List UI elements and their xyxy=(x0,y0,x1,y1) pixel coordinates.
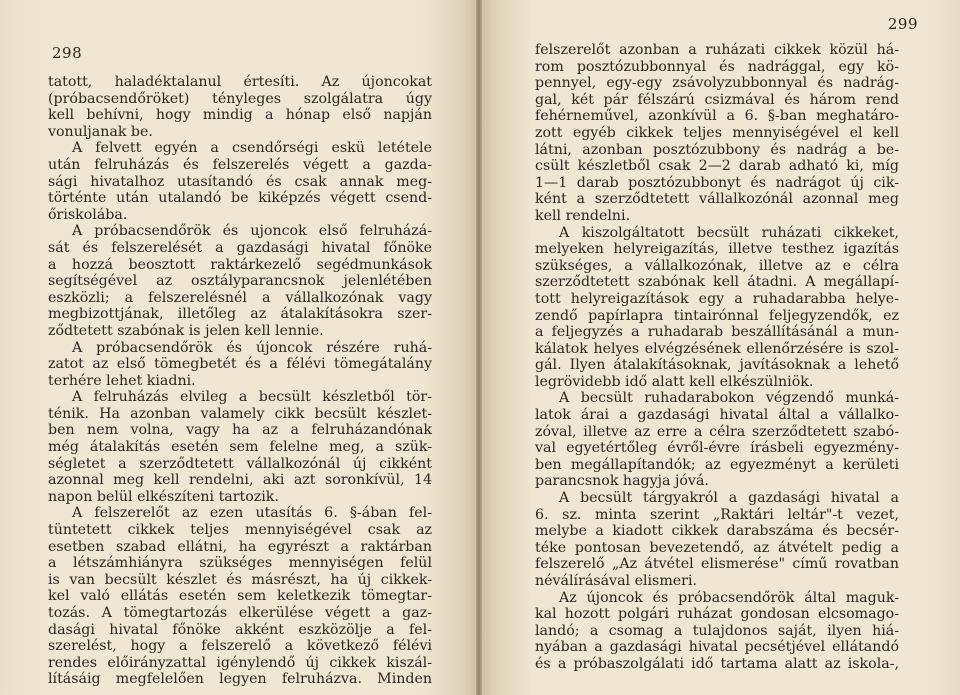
text-line: felszerelőt azonban a ruházati cikkek közül há- xyxy=(535,42,899,58)
text-line: csült készletből csak 2—2 darab adható ki, míg xyxy=(535,158,899,175)
text-line: melybe a kiadott cikkek darabszáma és becsér- xyxy=(535,523,899,540)
text-line: zóval, illetve az erre a célra szerződtetett szabó- xyxy=(535,423,899,440)
text-line: kell rendelni. xyxy=(535,207,631,224)
text-line: ben megállapítandók; az egyezményt a kerületi xyxy=(535,456,899,473)
text-line: szükséges, a vállalkozónak, illetve az e célra xyxy=(535,257,899,274)
text-line: A kiszolgáltatott becsült ruházati cikkeket, xyxy=(559,224,899,241)
text-line: latok árai a gazdasági hivatal által a vállalko- xyxy=(535,407,899,424)
text-line: tatott, haladéktalanul értesíti. Az újoncokat xyxy=(48,74,432,90)
text-line: után felruházás és felszerelés végett a gazda- xyxy=(48,156,432,173)
page-text xyxy=(535,42,899,673)
right-page xyxy=(479,0,960,695)
text-line: A felruházás elvileg a becsült készletből tör- xyxy=(72,389,432,406)
text-line: felszerelő „Az átvétel elismerése" című rovatban xyxy=(535,556,899,573)
page-number: 298 xyxy=(52,44,83,62)
text-line: A próbacsendőrök és ujoncok első felruházá- xyxy=(72,223,432,240)
text-line: ben nem volna, vagy ha az a felruházandónak xyxy=(48,422,432,439)
text-line: is van becsült készlet és másrészt, ha új cikkek- xyxy=(48,571,432,588)
text-line: szerződtetett szabónak kell átadni. A megállapí- xyxy=(535,274,899,291)
text-line: megbizottjának, illetőleg az átalakításokra szer- xyxy=(48,306,432,323)
text-line: esetben szabad ellátni, ha egyrészt a raktárban xyxy=(48,538,432,555)
text-line: gál. Ilyen átalakításoknak, javításoknak a lehető xyxy=(535,357,899,374)
text-line: ségletet a szerződtetett vállalkozónál új cikként xyxy=(48,455,432,472)
text-line: legrövidebb idő alatt kell elkészülniök. xyxy=(535,373,814,390)
text-line: tozás. A tömegtartozás elkerülése végett a gaz- xyxy=(48,605,432,621)
text-line: vonuljanak be. xyxy=(48,123,153,140)
text-line: nyában a gazdasági hivatal pecsétjével ellátandó xyxy=(535,639,899,656)
text-line: eszközli; a felszerelésnél a vállalkozónak vagy xyxy=(48,289,432,306)
text-line: tott helyreigazítások egy a ruhadarabba helye- xyxy=(535,290,899,307)
text-line: parancsnok hagyja jóvá. xyxy=(535,473,709,490)
text-line: ződtetett szabónak is jelen kell lennie. xyxy=(48,322,324,339)
text-line: sági hivatalhoz utasítandó és csak annak meg- xyxy=(48,173,432,190)
text-line: Az újoncok és próbacsendőrök által maguk- xyxy=(559,589,899,606)
text-line: segítségével az osztályparancsnok jelenlétében xyxy=(48,273,432,290)
page-number: 299 xyxy=(887,15,918,33)
text-line: napon belül elkészíteni tartozik. xyxy=(48,488,279,505)
book-gutter xyxy=(476,0,482,695)
text-line: kal hozott polgári ruházat gondosan elcsomago- xyxy=(535,606,899,623)
text-line: a feljegyzés a ruhadarab beszállításánál a mun- xyxy=(535,324,899,341)
text-line: A becsült ruhadarabokon végzendő munká- xyxy=(559,390,899,407)
text-line: téke pontosan bevezetendő, az átvételt pedig a xyxy=(535,539,899,556)
text-line: ténik. Ha azonban valamely cikk becsült készlet- xyxy=(48,405,432,422)
text-line: landó; a csomag a tulajdonos saját, ilyen hiá- xyxy=(535,622,899,639)
text-line: történte után utalandó be kiképzés végett csend- xyxy=(48,190,432,207)
text-line: szerelést, hogy a felszerelő a következő félévi xyxy=(48,638,432,655)
text-line: sát és felszerelését a gazdasági hivatal főnöke xyxy=(48,239,432,256)
text-line: fehérneművel, azonkívül a 6. §-ban meghatáro- xyxy=(535,108,899,125)
text-line: A becsült tárgyakról a gazdasági hivatal a xyxy=(559,490,899,507)
page-text xyxy=(48,74,432,688)
text-line: a létszámhiányra szükséges mennyiségen felül xyxy=(48,555,432,572)
text-line: A próbacsendőrök és újoncok részére ruhá- xyxy=(72,339,432,356)
text-line: látni, azonban posztózubbony és nadrág a be- xyxy=(535,141,899,158)
text-line: A felvett egyén a csendőrségi eskü letétele xyxy=(72,140,432,157)
text-line: zott egyéb cikkek teljes mennyiségével el kell xyxy=(535,124,899,141)
text-line: őriskolába. xyxy=(48,206,128,223)
text-line: még átalakítás esetén sem felelne meg, a szük- xyxy=(48,439,432,456)
text-line: ként a szerződtetett vállalkozónál azonnal meg xyxy=(535,191,899,208)
text-line: rendes előirányzattal igénylendő új cikkek kiszál- xyxy=(48,654,432,671)
text-line: pennyel, egy-egy zsávolyzubbonnyal és nadrág- xyxy=(535,75,899,92)
text-line: és a próbaszolgálati idő tartama alatt az iskola-, xyxy=(535,655,899,672)
text-line: néválírásával elismeri. xyxy=(535,573,698,589)
text-line: kel való ellátás esetén sem keletkezik tömegtar- xyxy=(48,588,432,605)
text-line: val egyetértőleg évről-évre írásbeli egyezmény- xyxy=(535,440,899,457)
text-line: rom posztózubbonnyal és nadrággal, egy kö- xyxy=(535,58,899,75)
text-line: lításáig megfelelően legyen felruházva. Minden xyxy=(48,671,432,688)
text-line: melyeken helyreigazítás, illetve testhez igazítás xyxy=(535,241,899,258)
left-page xyxy=(0,0,479,695)
text-line: 6. sz. minta szerint „Raktári leltár"-t vezet, xyxy=(535,506,899,523)
text-line: zatot az első tömegbetét és a félévi tömegátalány xyxy=(48,356,432,373)
text-line: azonnal meg kell rendelni, aki azt soronkívül, 14 xyxy=(48,472,432,489)
text-line: kálatok helyes elvégzésének ellenőrzésére is szol- xyxy=(535,340,899,357)
text-line: dasági hivatal főnöke akként eszközölje a fel- xyxy=(48,621,432,638)
text-line: 1—1 darab posztózubbonyt és nadrágot új cik- xyxy=(535,174,899,191)
text-line: tüntetett cikkek teljes mennyiségével csak az xyxy=(48,522,432,539)
text-line: terhére lehet kiadni. xyxy=(48,372,196,389)
text-line: A felszerelőt az ezen utasítás 6. §-ában fel- xyxy=(72,505,432,522)
text-line: zendő papírlapra tintairónnal feljegyzendők, ez xyxy=(535,307,899,324)
text-line: a hozzá beosztott raktárkezelő segédmunkások xyxy=(48,256,432,273)
text-line: kell behívni, hogy mindig a hónap első napján xyxy=(48,107,432,124)
text-line: gal, két pár félszárú csizmával és három rend xyxy=(535,91,899,108)
text-line: (próbacsendőröket) tényleges szolgálatra úgy xyxy=(48,90,432,107)
